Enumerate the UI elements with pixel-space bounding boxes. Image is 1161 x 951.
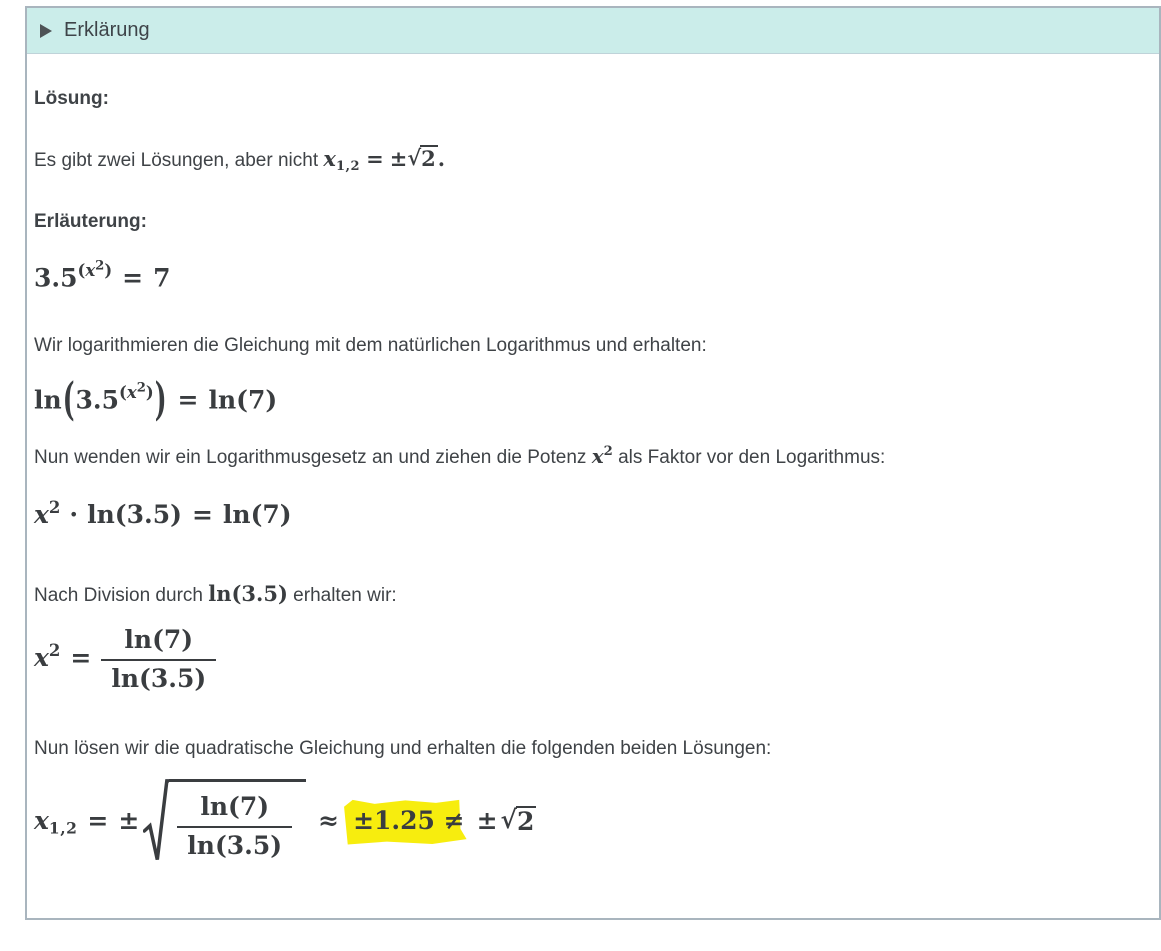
triangle-right-icon xyxy=(40,24,52,38)
math-exponent-group xyxy=(119,380,154,403)
p3-text-before: Nach Division durch xyxy=(34,584,209,606)
solution-inline-math xyxy=(323,144,446,174)
fraction-denominator: ln(3.5) xyxy=(101,659,216,694)
solution-text-before: Es gibt zwei Lösungen, aber nicht xyxy=(34,149,324,171)
fraction xyxy=(101,625,216,694)
solution-heading: Lösung: xyxy=(34,88,109,109)
math-var-x: x xyxy=(323,145,336,171)
paren-open: ( xyxy=(119,383,127,403)
math-equals: = xyxy=(122,263,144,293)
explanation-panel xyxy=(25,6,1161,920)
sqrt-expression xyxy=(501,806,537,836)
math-var-x: x xyxy=(591,444,604,469)
math-base: 3.5 xyxy=(34,263,78,293)
p2-text-after: als Faktor vor den Logarithmus: xyxy=(612,447,886,469)
panel-title: Erklärung xyxy=(64,19,150,41)
lhs-atom xyxy=(34,640,61,672)
math-plusminus: ± xyxy=(389,145,408,171)
math-equals: = xyxy=(366,145,384,171)
sqrt-expression xyxy=(143,779,306,866)
solution-sentence xyxy=(34,145,1135,175)
math-rhs: ln(7) xyxy=(222,499,292,529)
p2-text-before: Nun wenden wir ein Logarithmusgesetz an und ziehen die Potenz xyxy=(34,447,592,469)
math-subscript: 1,2 xyxy=(48,818,78,838)
math-exponent-group xyxy=(77,258,113,281)
paragraph-logarithmusgesetz xyxy=(34,443,1135,471)
sqrt-expression xyxy=(407,145,437,173)
formula-x-squared-fraction xyxy=(34,625,1135,694)
math-exponent: 2 xyxy=(95,258,105,274)
sqrt-radicand: 2 xyxy=(421,145,436,171)
radical-sign-icon xyxy=(143,779,169,866)
fraction-denominator: ln(3.5) xyxy=(177,826,292,861)
big-paren-open: ( xyxy=(62,373,75,426)
inline-ln-expression: ln(3.5) xyxy=(208,580,288,606)
fraction-numerator: ln(7) xyxy=(124,624,194,654)
math-var-x: x xyxy=(34,805,49,835)
sqrt-radicand: 2 xyxy=(516,806,535,836)
math-exponent: 2 xyxy=(603,444,613,460)
math-equals: = xyxy=(70,642,92,672)
math-exponent: 2 xyxy=(48,497,61,517)
formula-final-solutions xyxy=(34,779,1135,866)
fraction-numerator: ln(7) xyxy=(200,792,270,822)
math-base: 3.5 xyxy=(75,385,120,415)
big-paren-close: ) xyxy=(154,373,167,426)
math-exponent: 2 xyxy=(48,640,61,660)
highlighted-result: ±1.25 ≠ xyxy=(353,805,465,835)
math-equals: = xyxy=(191,499,213,529)
math-exponent: 2 xyxy=(136,380,146,396)
paren-close: ) xyxy=(145,383,154,403)
math-plusminus: ± xyxy=(118,805,140,835)
fraction xyxy=(177,792,292,861)
math-equals: = xyxy=(87,805,109,835)
math-lhs: ln(3.5) xyxy=(87,499,182,529)
math-rhs: ln(7) xyxy=(208,385,278,415)
sqrt-radicand xyxy=(169,779,306,866)
explanation-heading: Erläuterung: xyxy=(34,211,147,233)
math-approx: ≈ xyxy=(318,805,340,835)
sqrt-symbol: √ xyxy=(407,144,422,170)
inline-x-squared xyxy=(592,444,613,468)
math-var-x: x xyxy=(85,261,96,281)
solution-text-after: . xyxy=(437,145,446,171)
math-equals: = xyxy=(177,385,199,415)
math-dot-operator: · xyxy=(69,499,79,529)
math-plusminus: ± xyxy=(476,805,498,835)
math-ln: ln xyxy=(34,385,62,415)
math-var-x: x xyxy=(34,499,49,529)
math-subscript: 1,2 xyxy=(335,158,361,174)
paragraph-division xyxy=(34,580,1135,609)
paren-open: ( xyxy=(77,261,86,281)
math-rhs: 7 xyxy=(153,263,171,293)
paragraph-logarithmieren: Wir logarithmieren die Gleichung mit dem natürlichen Logarithmus und erhalten: xyxy=(34,335,707,357)
paragraph-quadratic: Nun lösen wir die quadratische Gleichung und erhalten die folgenden beiden Lösungen: xyxy=(34,737,772,759)
math-var-x: x xyxy=(126,383,137,403)
p3-text-after: erhalten wir: xyxy=(287,584,397,606)
formula-equation-original xyxy=(34,259,1135,293)
explanation-body xyxy=(27,54,1159,866)
math-var-x: x xyxy=(34,642,49,672)
explanation-accordion-header[interactable] xyxy=(27,8,1159,54)
lhs-atom xyxy=(34,805,78,838)
paren-close: ) xyxy=(104,261,113,281)
formula-ln-both-sides xyxy=(34,373,1135,426)
formula-power-as-factor xyxy=(34,498,1135,530)
sqrt-symbol: √ xyxy=(500,804,517,834)
